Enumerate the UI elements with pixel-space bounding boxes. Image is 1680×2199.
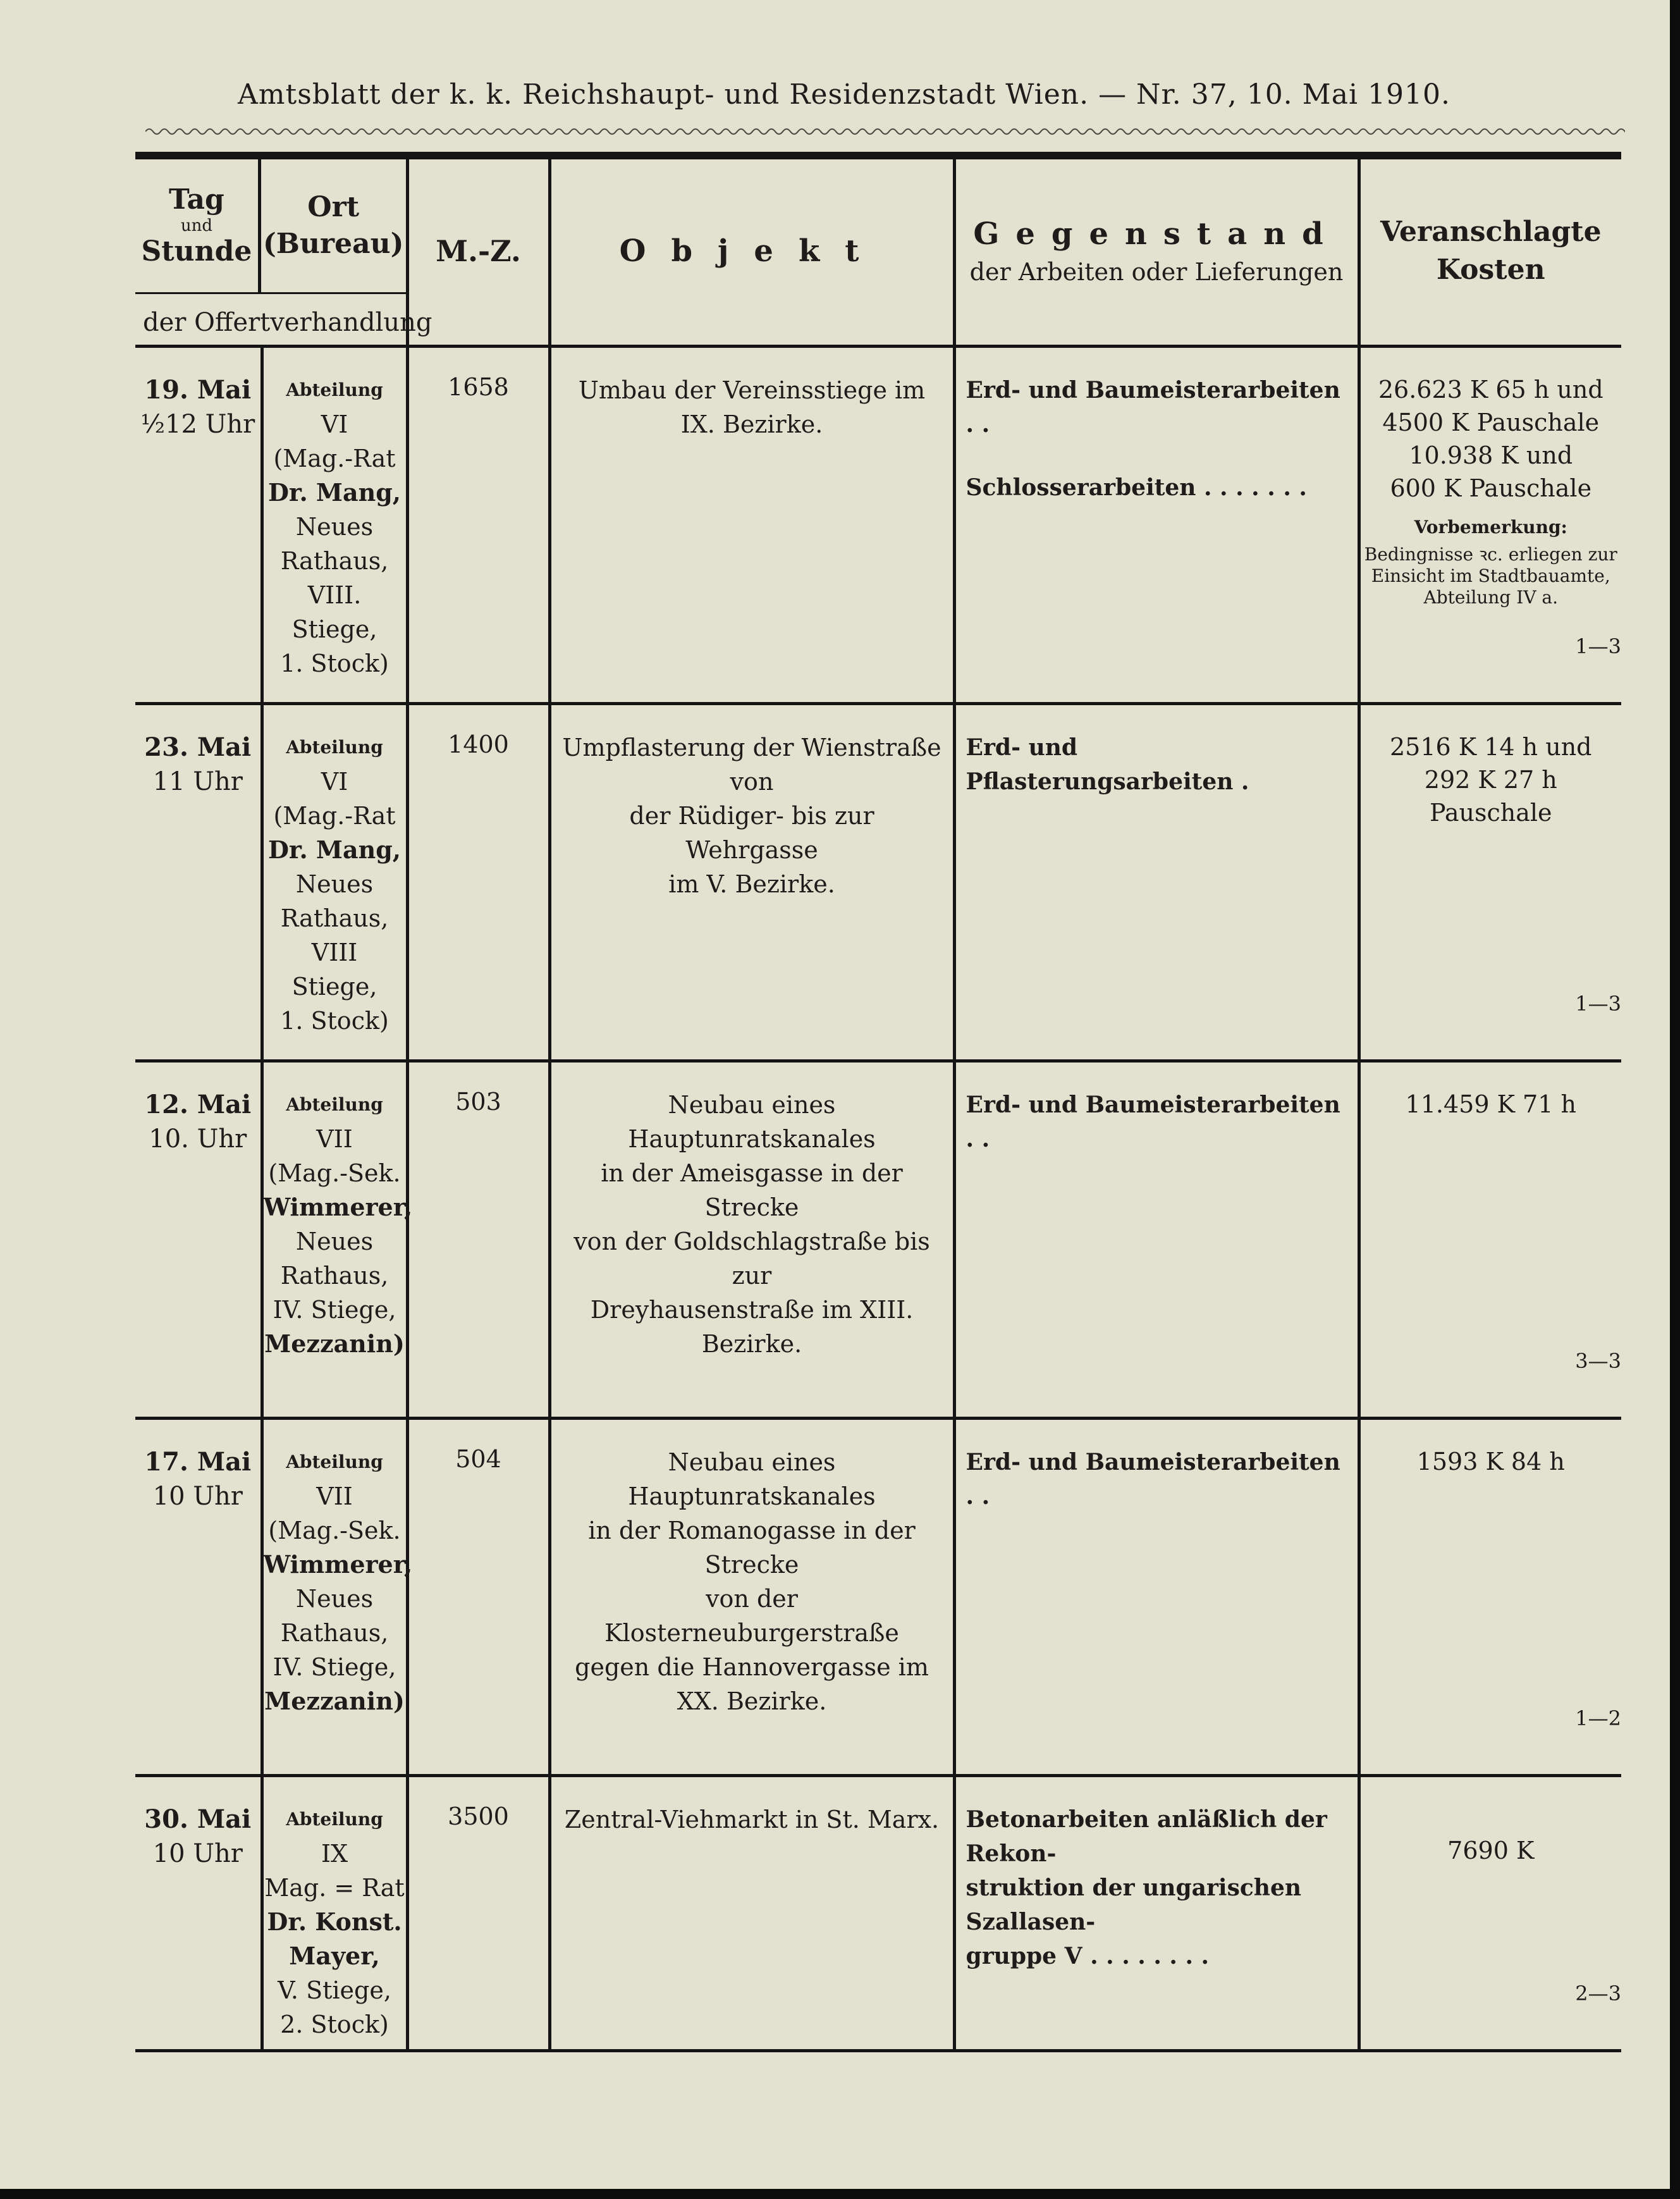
cell-ort xyxy=(262,1061,413,1419)
cell-gegenstand xyxy=(954,704,1359,1061)
tag-line: 12. Mai xyxy=(144,1090,252,1119)
header-tag-ort xyxy=(135,156,432,347)
kosten-line: 26.623 K 65 h und xyxy=(1378,376,1603,403)
header-ort-line2: (Bureau) xyxy=(262,228,404,260)
reference-number: 2—3 xyxy=(1575,1981,1622,2005)
header-tag-line1: Tag xyxy=(169,183,224,216)
ort-line: Mag. = Rat xyxy=(264,1874,405,1902)
kosten-line: 600 K Pauschale xyxy=(1390,474,1592,502)
cell-gegenstand xyxy=(954,1419,1359,1776)
objekt-line: IX. Bezirke. xyxy=(680,410,823,438)
objekt-line: Neubau eines Hauptunratskanales xyxy=(628,1091,876,1153)
cell-ort xyxy=(262,1419,413,1776)
ort-line: IV. Stiege, xyxy=(273,1296,396,1324)
ort-line: VII xyxy=(316,1482,353,1510)
tag-line: 11 Uhr xyxy=(152,767,243,796)
objekt-line: von der Goldschlagstraße bis zur xyxy=(573,1228,930,1290)
note-line: Einsicht im Stadtbauamte, xyxy=(1371,565,1610,586)
objekt-line: der Rüdiger- bis zur Wehrgasse xyxy=(629,802,874,864)
tag-line: 17. Mai xyxy=(144,1447,252,1477)
objekt-line: von der Klosterneuburgerstraße xyxy=(604,1585,899,1647)
gegenstand-line: gruppe V . . . . . . . . xyxy=(966,1943,1210,1969)
ort-line: VIII. xyxy=(307,581,362,609)
ort-line: Abteilung xyxy=(286,1451,383,1472)
ort-line: Dr. Mang, xyxy=(267,478,402,507)
header-subheader: der Offertverhandlung xyxy=(135,292,406,345)
cell-kosten xyxy=(1359,1419,1621,1776)
header-gegenstand xyxy=(954,156,1359,347)
running-header: Amtsblatt der k. k. Reichshaupt- und Residenzstadt Wien. — Nr. 37, 10. Mai 1910. xyxy=(238,78,1450,111)
cell-ort xyxy=(262,1776,407,2051)
kosten-line: 2516 K 14 h und xyxy=(1390,733,1592,761)
objekt-line: Umpflasterung der Wienstraße von xyxy=(562,734,941,796)
cell-kosten xyxy=(1359,347,1621,704)
objekt-line: Umbau der Vereinsstiege im xyxy=(578,376,926,404)
kosten-line: 4500 K Pauschale xyxy=(1382,409,1600,436)
cell-kosten xyxy=(1359,704,1621,1061)
ort-line: IX xyxy=(321,1840,348,1868)
table-row xyxy=(135,1776,1621,2051)
objekt-line: Dreyhausenstraße im XIII. Bezirke. xyxy=(590,1296,914,1358)
ort-line: Dr. Mang, xyxy=(267,835,402,864)
ort-line: VIII xyxy=(311,939,358,966)
ort-line: 1. Stock) xyxy=(280,1007,389,1035)
ort-line: Abteilung xyxy=(286,1094,383,1115)
gegenstand-line: Betonarbeiten anläßlich der Rekon- xyxy=(966,1806,1327,1867)
reference-number: 1—2 xyxy=(1575,1706,1622,1730)
header-kosten xyxy=(1359,156,1621,347)
cell-gegenstand xyxy=(954,1061,1359,1419)
ort-line: Rathaus, xyxy=(280,547,389,575)
cell-gegenstand xyxy=(954,347,1359,704)
tag-line: 23. Mai xyxy=(144,732,252,762)
gegenstand-line: Erd- und Baumeisterarbeiten . . xyxy=(966,1092,1340,1152)
kosten-line: 1593 K 84 h xyxy=(1416,1448,1565,1475)
objekt-line: in der Ameisgasse in der Strecke xyxy=(601,1159,903,1221)
objekt-line: XX. Bezirke. xyxy=(677,1687,827,1715)
objekt-line: Neubau eines Hauptunratskanales xyxy=(628,1448,876,1510)
ort-line: 1. Stock) xyxy=(280,650,389,677)
header-gegenstand-sub: der Arbeiten oder Lieferungen xyxy=(969,258,1344,286)
cell-kosten xyxy=(1359,1776,1621,2051)
tag-line: 10 Uhr xyxy=(152,1482,243,1511)
cell-kosten xyxy=(1359,1061,1621,1419)
header-mz: M.-Z. xyxy=(407,156,549,347)
note-title: Vorbemerkung: xyxy=(1414,517,1567,538)
cell-objekt xyxy=(549,1419,954,1776)
ort-line: Dr. Konst. xyxy=(267,1907,402,1936)
offer-table xyxy=(135,152,1621,2052)
ort-line: Neues xyxy=(295,1585,374,1613)
gegenstand-line: Schlosserarbeiten . . . . . . . xyxy=(966,474,1307,501)
ort-line: (Mag.-Rat xyxy=(273,445,396,472)
ort-line: VII xyxy=(316,1125,353,1153)
tag-line: 30. Mai xyxy=(144,1804,252,1834)
header-kosten-line2: Kosten xyxy=(1436,254,1545,286)
ort-line: (Mag.-Sek. xyxy=(268,1159,401,1187)
header-ort-line1: Ort xyxy=(307,191,360,223)
ort-line: Abteilung xyxy=(286,1809,383,1830)
wavy-rule xyxy=(145,124,1625,139)
ort-line: IV. Stiege, xyxy=(273,1653,396,1681)
table-row xyxy=(135,704,1621,1061)
header-kosten-line1: Veranschlagte xyxy=(1380,216,1602,248)
table-row xyxy=(135,1061,1621,1419)
offer-table-wrap xyxy=(135,152,1621,2052)
cell-objekt xyxy=(549,1061,954,1419)
ort-line: Stiege, xyxy=(291,973,377,1001)
ort-line: VI xyxy=(321,768,348,796)
ort-line: Neues xyxy=(295,1228,374,1255)
gegenstand-line: Erd- und Baumeisterarbeiten . . xyxy=(966,1449,1340,1510)
cell-ort xyxy=(262,347,407,704)
header-ort xyxy=(261,159,406,292)
ort-line: Abteilung xyxy=(286,737,383,758)
table-row xyxy=(135,347,1621,704)
cell-tag xyxy=(135,347,262,704)
tag-line: 19. Mai xyxy=(144,375,252,405)
ort-line: V. Stiege, xyxy=(278,1976,391,2004)
header-tag xyxy=(135,159,261,292)
cell-mz xyxy=(407,1061,549,1419)
header-tag-line2: und xyxy=(180,216,212,235)
ort-line: Rathaus, xyxy=(280,1619,389,1647)
ort-line: Abteilung xyxy=(286,379,383,400)
ort-line: Rathaus, xyxy=(280,1262,389,1290)
ort-line: Neues xyxy=(295,870,374,898)
cell-mz xyxy=(407,704,549,1061)
cell-objekt xyxy=(549,704,954,1061)
cell-objekt xyxy=(549,1776,954,2051)
kosten-line: 7690 K xyxy=(1447,1837,1535,1864)
ort-line: Neues xyxy=(295,513,374,541)
objekt-line: in der Romanogasse in der Strecke xyxy=(588,1517,916,1579)
note-line: Bedingnisse ꝛc. erliegen zur xyxy=(1364,544,1617,565)
header-tag-line3: Stunde xyxy=(141,235,252,268)
objekt-line: gegen die Hannovergasse im xyxy=(575,1653,929,1681)
objekt-line: im V. Bezirke. xyxy=(668,870,835,898)
note-line: Abteilung IV a. xyxy=(1423,587,1559,608)
gegenstand-line: Erd- und Pflasterungsarbeiten . xyxy=(966,734,1249,795)
ort-line: Rathaus, xyxy=(280,904,389,932)
ort-line: Stiege, xyxy=(291,615,377,643)
reference-number: 1—3 xyxy=(1575,634,1622,658)
mz-value: 3500 xyxy=(448,1802,509,1830)
cell-tag xyxy=(135,704,262,1061)
table-row xyxy=(135,1419,1621,1776)
mz-value: 1400 xyxy=(448,730,509,758)
cell-mz xyxy=(407,1776,549,2051)
cell-objekt xyxy=(549,347,954,704)
cell-tag xyxy=(135,1061,262,1419)
gegenstand-line: struktion der ungarischen Szallasen- xyxy=(966,1875,1302,1935)
mz-value: 503 xyxy=(455,1088,501,1116)
kosten-line: 11.459 K 71 h xyxy=(1405,1090,1576,1118)
tag-line: 10 Uhr xyxy=(152,1839,243,1868)
ort-line: VI xyxy=(321,410,348,438)
cell-tag xyxy=(135,1776,262,2051)
mz-value: 504 xyxy=(455,1445,501,1473)
kosten-line: 10.938 K und xyxy=(1409,441,1573,469)
table-header-row xyxy=(135,156,1621,347)
header-objekt: Objekt xyxy=(549,156,954,347)
kosten-line: 292 K 27 h Pauschale xyxy=(1424,766,1557,827)
ort-line: (Mag.-Rat xyxy=(273,802,396,830)
ort-line: (Mag.-Sek. xyxy=(268,1517,401,1544)
gegenstand-line: Erd- und Baumeisterarbeiten . . xyxy=(966,377,1340,438)
reference-number: 1—3 xyxy=(1575,992,1622,1016)
header-gegenstand-title: Gegenstand xyxy=(973,216,1340,252)
ort-line: Mezzanin) xyxy=(264,1329,405,1358)
ort-line: Mezzanin) xyxy=(264,1687,405,1715)
cell-mz xyxy=(407,347,549,704)
ort-line: Wimmerer, xyxy=(263,1550,413,1579)
cell-ort xyxy=(262,704,407,1061)
ort-line: Wimmerer, xyxy=(263,1193,413,1221)
mz-value: 1658 xyxy=(448,373,509,401)
tag-line: 10. Uhr xyxy=(149,1124,247,1154)
ort-line: 2. Stock) xyxy=(280,2011,389,2038)
cell-gegenstand xyxy=(954,1776,1359,2051)
cell-mz xyxy=(407,1419,549,1776)
tag-line: ½12 Uhr xyxy=(140,410,255,439)
objekt-line: Zentral-Viehmarkt in St. Marx. xyxy=(564,1806,940,1833)
ort-line: Mayer, xyxy=(289,1942,380,1970)
cell-tag xyxy=(135,1419,262,1776)
reference-number: 3—3 xyxy=(1575,1349,1622,1373)
